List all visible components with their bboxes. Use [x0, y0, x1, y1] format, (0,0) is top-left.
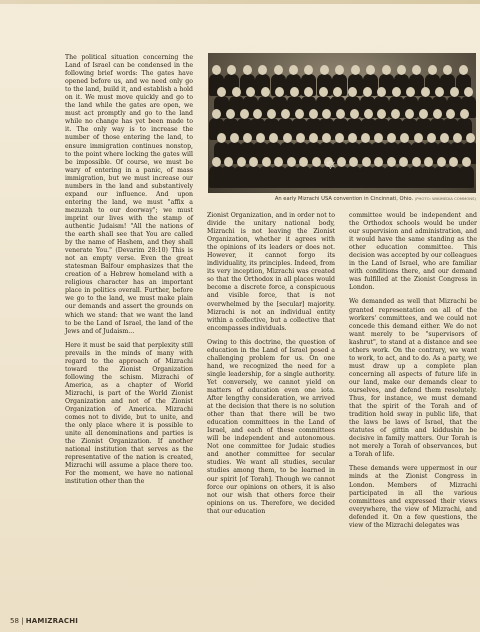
person-head	[462, 157, 471, 167]
person-body	[459, 166, 474, 188]
person-head	[217, 87, 226, 97]
person-head	[261, 87, 270, 97]
person-head	[363, 87, 372, 97]
person-head	[428, 65, 437, 75]
person-head	[309, 109, 318, 119]
person-head	[364, 109, 373, 119]
person-head	[437, 157, 446, 167]
person-head	[295, 109, 304, 119]
person-head	[274, 65, 283, 75]
person-head	[232, 87, 241, 97]
historical-photo	[208, 53, 476, 193]
person-head	[466, 133, 475, 143]
person-head	[419, 109, 428, 119]
person-head	[397, 65, 406, 75]
person-head	[351, 65, 360, 75]
person-head	[348, 133, 357, 143]
person-head	[262, 157, 271, 167]
person-head	[449, 157, 458, 167]
person-head	[335, 133, 344, 143]
person-head	[283, 133, 292, 143]
person-head	[459, 65, 468, 75]
person-head	[387, 157, 396, 167]
paragraph: The political situation concerning the Land of Israel can be condensed in the following brief words: The gates have opened before us, and we need only go to the land, build it, and establish a hold on it. We must move quickly and go to the land while the gates are open, we must act promptly and go to the land while no change has yet been made to it. The only way is to increase the number of those entering the land, to ensure immigration continues nonstop, to the point where locking the gates will be impossible. Of course, we must be wary of entering in a panic, of mass immigration, but we must increase our numbers in the land and substantively expand our influence. And upon entering the land, we must "affix a mezuzah to our doorway"; we must imprint our lives with the stamp of authentic Judaism! "All the nations of the earth shall see that You are called by the name of Hashem, and they shall venerate You." (Devarim 28:10) This is not an empty verse. Even the great statesman Balfour emphasizes that the creation of a Hebrew homeland with a religious character has an important place in politics overall. Further, before we go to the land, we must make plain our demands and assert the grounds on which we stand: that we want the land to be the Land of Israel, the land of the Jews and of Judaism...	[65, 54, 193, 335]
person-head	[421, 87, 430, 97]
caption-text: An early Mizrachi USA convention in Cincinnati, Ohio.	[274, 196, 414, 202]
person-head	[362, 157, 371, 167]
person-head	[237, 157, 246, 167]
person-head	[290, 87, 299, 97]
person-head	[337, 157, 346, 167]
person-head	[433, 109, 442, 119]
person-head	[453, 133, 462, 143]
person-head	[350, 109, 359, 119]
photo-caption	[210, 196, 476, 202]
person-head	[427, 133, 436, 143]
footer-separator: |	[21, 617, 24, 625]
paragraph: These demands were uppermost in our minds at the Zionist Congress in London. Members of Mizrachi participated in all the various committees and expressed their views everywhere, the view of Mizrachi, and defended it. On a few questions, the view of the Mizrachi delegates was	[349, 465, 477, 529]
person-head	[320, 65, 329, 75]
person-head	[212, 109, 221, 119]
person-head	[348, 87, 357, 97]
column-1	[65, 54, 193, 492]
paragraph: committee would be independent and the Orthodox schools would be under our supervision and administration, and it would have the same standing as the other education committee. This decision was accepted by our colleagues in the Land of Israel, who are familiar with conditions there, and our demand was fulfilled at the Zionist Congress in London.	[349, 212, 477, 292]
star-of-david-icon: ✡	[325, 158, 336, 173]
paragraph: We demanded as well that Mizrachi be granted representation on all of the workers' committees, and we could not concede this demand either. We do not want merely to be "supervisors of kashrut", to stand at a distance and see others work. On the contrary, we want to work, to act, and to do. As a party, we must draw up a complete plan concerning all aspects of future life in our land, make our demands clear to ourselves, and defend them resolutely. Thus, for instance, we must demand that the spirit of the Torah and of tradition hold sway in public life, that the laws be laws of Israel, that the statutes of gittin and kiddushin be decisive in family matters. Our Torah is not merely a Torah of observances, but a Torah of life.	[349, 298, 477, 459]
person-head	[226, 109, 235, 119]
person-head	[322, 133, 331, 143]
person-head	[289, 65, 298, 75]
person-head	[296, 133, 305, 143]
person-head	[309, 133, 318, 143]
person-head	[450, 87, 459, 97]
person-head	[240, 109, 249, 119]
top-accent-bar	[0, 0, 480, 4]
person-head	[217, 133, 226, 143]
person-head	[440, 133, 449, 143]
magazine-brand: HAMIZRACHI	[25, 617, 79, 625]
person-head	[412, 157, 421, 167]
person-head	[212, 65, 221, 75]
paragraph: Zionist Organization, and in order not to divide the unitary national body, Mizrachi is not leaving the Zionist Organization, whether it agrees with the opinions of its leaders or does not. However, it cannot forgo its individuality, its principles. Indeed, from its very inception, Mizrachi was created so that the Orthodox in all places would become a discrete force, a conspicuous and visible force, that is not overwhelmed by the [secular] majority. Mizrachi is not an individual entity within a collective, but a collective that encompasses individuals.	[207, 212, 335, 332]
person-head	[281, 109, 290, 119]
person-head	[312, 157, 321, 167]
person-head	[212, 157, 221, 167]
person-head	[405, 109, 414, 119]
person-head	[382, 65, 391, 75]
page-footer	[10, 617, 78, 625]
photo-credit: (PHOTO: WIKIMEDIA COMMONS)	[414, 196, 476, 201]
person-head	[392, 87, 401, 97]
page-number: 58	[10, 617, 19, 625]
paragraph: Here it must be said that perplexity still prevails in the minds of many with regard to the approach of Mizrachi toward the Zionist Organization following the schism. Mizrachi of America, as a chapter of World Mizrachi, is part of the World Zionist Organization and not of the Zionist Organization of America. Mizrachi comes not to divide, but to unite, and the only place where it is possible to unite all denominations and parties is the Zionist Organization. If another national institution that serves as the representative of the nation is created, Mizrachi will assume a place there too. For the moment, we have no national institution other than the	[65, 341, 193, 486]
person-head	[243, 65, 252, 75]
column-2	[207, 212, 335, 522]
person-head	[287, 157, 296, 167]
paragraph: Owing to this doctrine, the question of education in the Land of Israel posed a challenging problem for us. On one hand, we recognized the need for a single leadership, for a single authority. Yet conversely, we cannot yield on matters of education even one iota. After lengthy consideration, we arrived at the decision that there is no solution other than that there will be two education committees in the Land of Israel, and each of these committees will be independent and autonomous. Not one committee for Judaic studies and another committee for secular studies. We want all studies, secular studies among them, to be learned in our spirit [of Torah]. Though we cannot force our opinions on others, it is also not our wish that others force their opinions on us. Therefore, we decided that our education	[207, 338, 335, 515]
person-head	[319, 87, 328, 97]
column-3	[349, 212, 477, 536]
person-head	[414, 133, 423, 143]
